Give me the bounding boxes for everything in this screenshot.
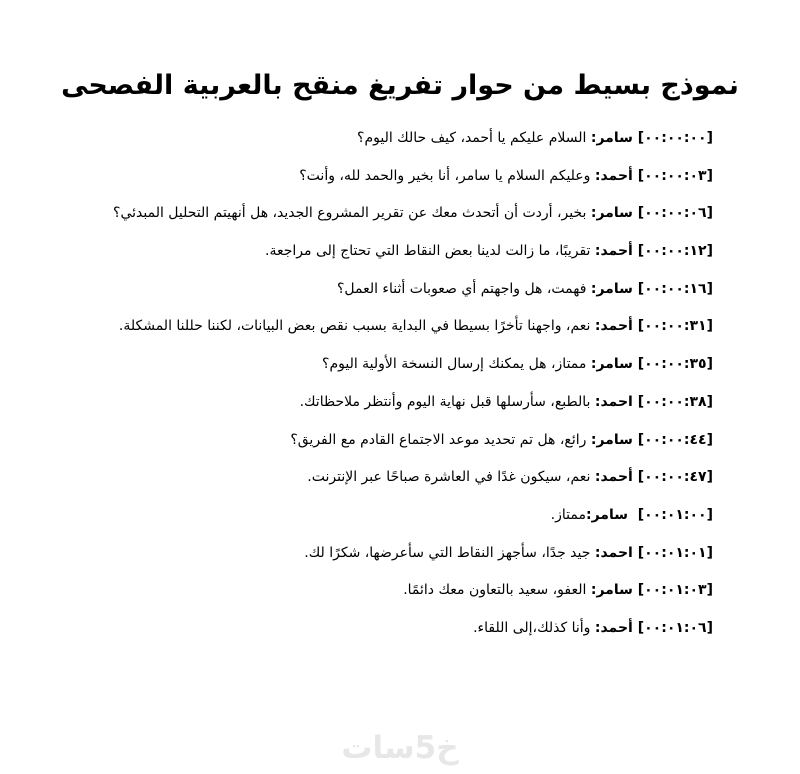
- timestamp: [٠٠:٠٠:٤٤]: [632, 431, 713, 448]
- dialogue-line: [20, 459, 713, 497]
- speaker-name: سامر:: [590, 582, 633, 599]
- timestamp: [٠٠:٠٠:١٢]: [632, 243, 713, 260]
- dialogue-line: [20, 120, 713, 158]
- dialogue-line: [20, 422, 713, 460]
- timestamp: [٠٠:٠٠:٣٥]: [632, 356, 713, 373]
- utterance-text: نعم، سيكون غدًا في العاشرة صباحًا عبر الإنترنت.: [307, 469, 595, 486]
- utterance-text: فهمت، هل واجهتم أي صعوبات أثناء العمل؟: [336, 280, 591, 297]
- dialogue-line: [20, 535, 713, 573]
- timestamp: [٠٠:٠١:٠٣]: [632, 582, 713, 599]
- speaker-name: أحمد:: [594, 318, 633, 335]
- dialogue-line: [20, 497, 713, 535]
- utterance-text: بالطبع، سأرسلها قبل نهاية اليوم وأنتظر ملاحظاتك.: [299, 393, 595, 410]
- speaker-name: سامر:: [590, 431, 633, 448]
- dialogue-line: [20, 572, 713, 610]
- timestamp: [٠٠:٠١:٠٦]: [632, 619, 713, 636]
- utterance-text: جيد جدًا، سأجهز النقاط التي سأعرضها، شكرًا لك.: [304, 544, 595, 561]
- speaker-name: أحمد:: [594, 619, 633, 636]
- utterance-text: ممتاز.: [550, 506, 586, 523]
- speaker-name: سامر:: [590, 280, 633, 297]
- dialogue-line: [20, 271, 713, 309]
- dialogue-line: [20, 195, 713, 233]
- utterance-text: تقريبًا، ما زالت لدينا بعض النقاط التي تحتاج إلى مراجعة.: [265, 243, 595, 260]
- speaker-name: احمد:: [594, 544, 633, 561]
- utterance-text: نعم، واجهنا تأخرًا بسيطا في البداية بسبب نقص بعض البيانات، لكننا حللنا المشكلة.: [118, 318, 595, 335]
- timestamp: [٠٠:٠١:٠١]: [632, 544, 713, 561]
- utterance-text: رائع، هل تم تحديد موعد الاجتماع القادم مع الفريق؟: [290, 431, 591, 448]
- dialogue-line: [20, 233, 713, 271]
- timestamp: [٠٠:٠٠:٤٧]: [632, 469, 713, 486]
- dialogue-line: [20, 308, 713, 346]
- timestamp: [٠٠:٠٠:٠٠]: [632, 130, 713, 146]
- dialogue-transcript: [20, 120, 713, 648]
- utterance-text: وأنا كذلك،إلى اللقاء.: [473, 619, 595, 636]
- speaker-name: سامر:: [585, 506, 628, 523]
- timestamp: [٠٠:٠٠:١٦]: [632, 280, 713, 297]
- timestamp: [٠٠:٠٠:٠٦]: [632, 205, 713, 222]
- timestamp: [٠٠:٠٠:٣١]: [632, 318, 713, 335]
- utterance-text: السلام عليكم يا أحمد، كيف حالك اليوم؟: [357, 130, 591, 146]
- timestamp: [٠٠:٠١:٠٠]: [627, 506, 713, 523]
- dialogue-line: [20, 610, 713, 648]
- dialogue-line: [20, 384, 713, 422]
- speaker-name: سامر:: [590, 130, 633, 146]
- utterance-text: ممتاز، هل يمكنك إرسال النسخة الأولية اليوم؟: [322, 356, 591, 373]
- speaker-name: سامر:: [590, 356, 633, 373]
- page-title: نموذج بسيط من حوار تفريغ منقح بالعربية الفصحى: [61, 70, 739, 101]
- utterance-text: وعليكم السلام يا سامر، أنا بخير والحمد لله، وأنت؟: [299, 167, 595, 184]
- dialogue-line: [20, 158, 713, 196]
- speaker-name: احمد:: [594, 393, 633, 410]
- utterance-text: العفو، سعيد بالتعاون معك دائمًا.: [403, 582, 591, 599]
- speaker-name: أحمد:: [594, 469, 633, 486]
- utterance-text: بخير، أردت أن أتحدث معك عن تقرير المشروع الجديد، هل أنهيتم التحليل المبدئي؟: [113, 205, 591, 222]
- speaker-name: سامر:: [590, 205, 633, 222]
- speaker-name: أحمد:: [594, 243, 633, 260]
- dialogue-line: [20, 346, 713, 384]
- timestamp: [٠٠:٠٠:٣٨]: [632, 393, 713, 410]
- timestamp: [٠٠:٠٠:٠٣]: [632, 167, 713, 184]
- speaker-name: أحمد:: [594, 167, 633, 184]
- khamsat-watermark: خ5سات: [341, 730, 459, 766]
